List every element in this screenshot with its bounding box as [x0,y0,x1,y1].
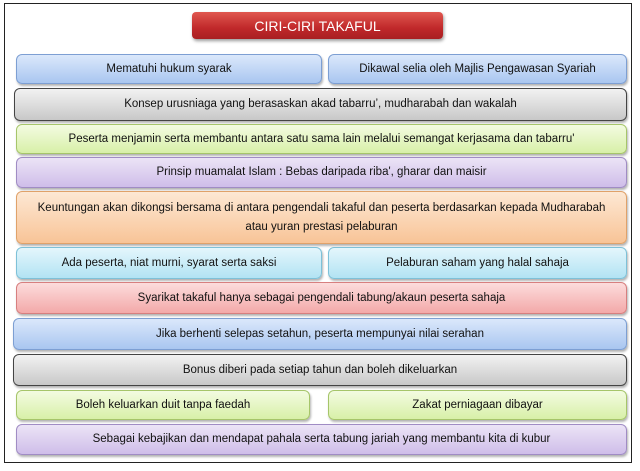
feature-box: Zakat perniagaan dibayar [328,390,627,420]
feature-box: Pelaburan saham yang halal sahaja [328,247,627,279]
feature-box: Dikawal selia oleh Majlis Pengawasan Syariah [328,54,627,84]
feature-box: Mematuhi hukum syarak [16,54,322,84]
feature-box: Bonus diberi pada setiap tahun dan boleh dikeluarkan [13,354,627,386]
feature-box: Boleh keluarkan duit tanpa faedah [16,390,310,420]
feature-box: Peserta menjamin serta membantu antara satu sama lain melalui semangat kerjasama dan tabarru' [16,124,627,154]
diagram-title: CIRI-CIRI TAKAFUL [192,12,443,39]
feature-box: Jika berhenti selepas setahun, peserta mempunyai nilai serahan [13,318,627,350]
feature-box: Keuntungan akan dikongsi bersama di antara pengendali takaful dan peserta berdasarkan kepada Mudharabah atau yuran prestasi pelaburan [16,191,627,244]
feature-box: Ada peserta, niat murni, syarat serta saksi [16,247,322,279]
feature-box: Prinsip muamalat Islam : Bebas daripada riba', gharar dan maisir [16,157,627,188]
feature-box: Konsep urusniaga yang berasaskan akad tabarru’, mudharabah dan wakalah [14,88,627,121]
feature-box: Sebagai kebajikan dan mendapat pahala serta tabung jariah yang membantu kita di kubur [16,424,627,455]
feature-box: Syarikat takaful hanya sebagai pengendali tabung/akaun peserta sahaja [16,282,627,314]
